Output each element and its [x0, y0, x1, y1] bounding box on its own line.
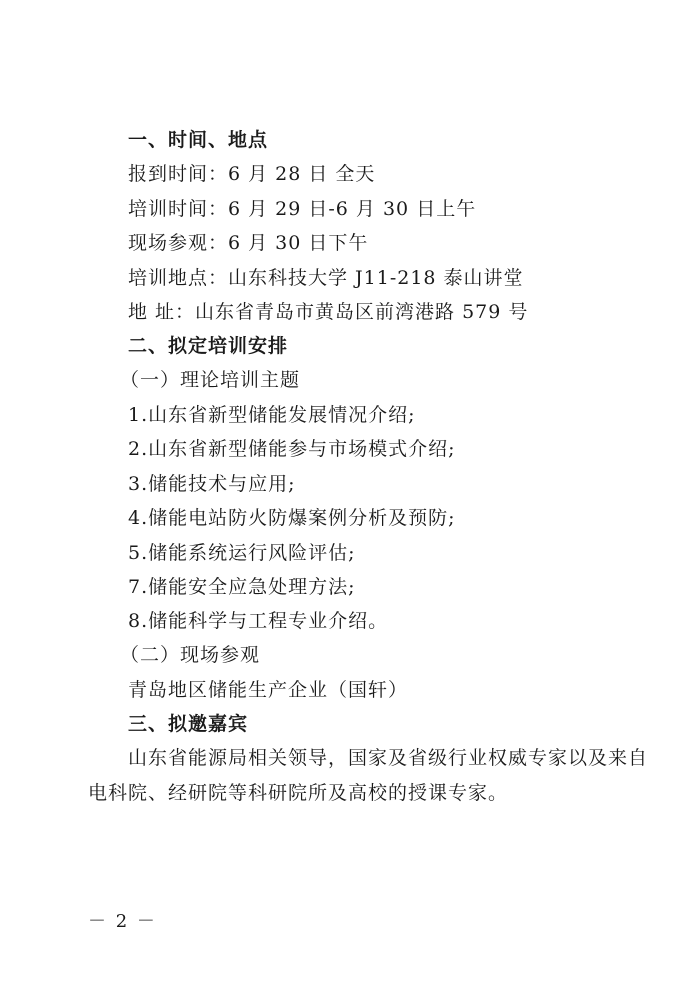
- section-3-title: 三、拟邀嘉宾: [128, 713, 249, 735]
- training-time-line: 培训时间：6 月 29 日-6 月 30 日上午: [128, 198, 477, 220]
- topic-item: 7.储能安全应急处理方法;: [128, 576, 356, 598]
- topic-item: 4.储能电站防火防爆案例分析及预防;: [128, 507, 456, 529]
- subsection-theory-title: （一）理论培训主题: [120, 369, 301, 391]
- topic-item: 8.储能科学与工程专业介绍。: [128, 610, 389, 632]
- report-time-line: 报到时间：6 月 28 日 全天: [128, 163, 376, 185]
- topic-item: 1.山东省新型储能发展情况介绍;: [128, 404, 416, 426]
- topic-item: 5.储能系统运行风险评估;: [128, 542, 356, 564]
- site-visit-time-line: 现场参观：6 月 30 日下午: [128, 232, 369, 254]
- training-location-line: 培训地点：山东科技大学 J11-218 泰山讲堂: [128, 267, 524, 289]
- visit-enterprise-line: 青岛地区储能生产企业（国轩）: [128, 679, 409, 701]
- topic-item: 2.山东省新型储能参与市场模式介绍;: [128, 438, 456, 460]
- guests-paragraph-line-2: 电科院、经研院等科研院所及高校的授课专家。: [88, 782, 509, 804]
- section-2-title: 二、拟定培训安排: [128, 335, 289, 357]
- section-1-title: 一、时间、地点: [128, 129, 269, 151]
- guests-paragraph-line-1: 山东省能源局相关领导，国家及省级行业权威专家以及来自: [128, 747, 649, 769]
- topic-item: 3.储能技术与应用;: [128, 473, 296, 495]
- subsection-visit-title: （二）现场参观: [120, 644, 261, 666]
- address-line: 地 址：山东省青岛市黄岛区前湾港路 579 号: [128, 301, 529, 323]
- page-number: － 2 －: [88, 911, 157, 932]
